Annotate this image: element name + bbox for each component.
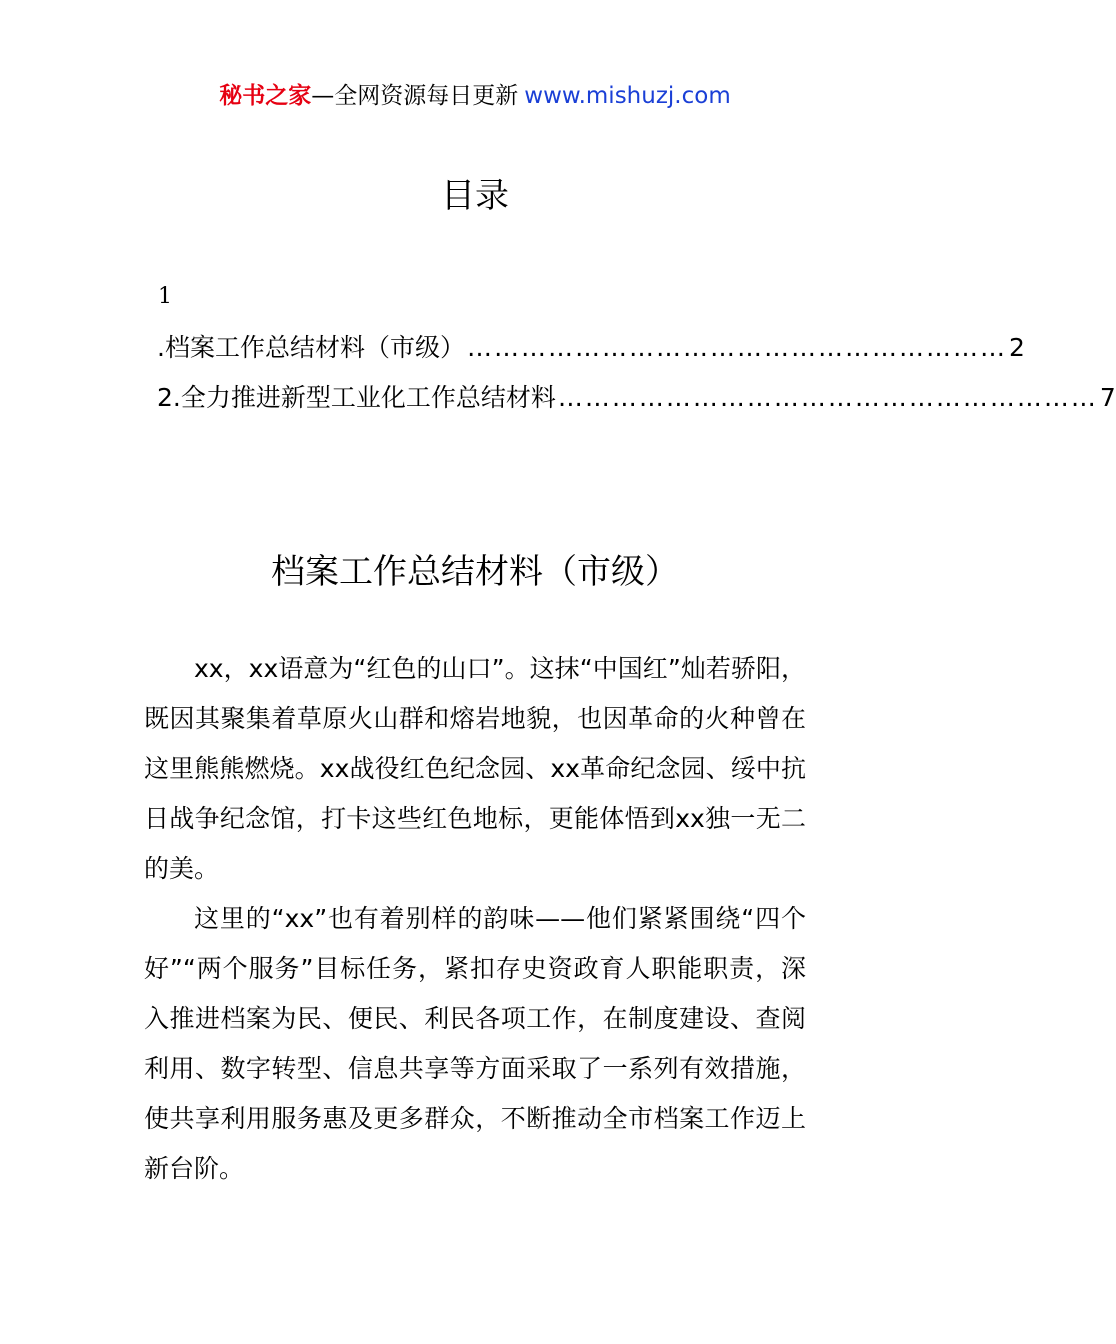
toc-title: 目录 (441, 176, 509, 216)
toc-entry-label: 2.全力推进新型工业化工作总结材料 (157, 383, 556, 412)
toc-entry-label: .档案工作总结材料（市级） (157, 333, 465, 362)
toc-dot-leader: …………………………………………………… (557, 383, 1098, 412)
site-url[interactable]: www.mishuzj.com (524, 83, 731, 109)
header-tagline: —全网资源每日更新 (311, 83, 519, 109)
brand-name: 秘书之家 (219, 83, 312, 109)
section-title: 档案工作总结材料（市级） (271, 552, 679, 592)
toc-dot-leader: …………………………………………………… (466, 333, 1007, 362)
toc-entry-page: 7 (1099, 383, 1116, 412)
toc-entry[interactable] (157, 380, 1116, 416)
toc-entry-page: 2 (1008, 333, 1025, 362)
body-paragraph: xx，xx语意为“红色的山口”。这抹“中国红”灿若骄阳，既因其聚集着草原火山群和熔岩地貌，也因革命的火种曾在这里熊熊燃烧。xx战役红色纪念园、xx革命纪念园、绥中抗日战争纪念馆，打卡这些红色地标，更能体悟到xx独一无二的美。 (144, 654, 806, 883)
body-paragraph: 这里的“xx”也有着别样的韵味——他们紧紧围绕“四个好”“两个服务”目标任务，紧扣存史资政育人职能职责，深入推进档案为民、便民、利民各项工作，在制度建设、查阅利用、数字转型、信息共享等方面采取了一系列有效措施，使共享利用服务惠及更多群众，不断推动全市档案工作迈上新台阶。 (144, 904, 806, 1183)
toc-lead-number: 1 (158, 284, 172, 309)
toc-entry[interactable] (157, 330, 1025, 366)
site-header (0, 80, 950, 112)
